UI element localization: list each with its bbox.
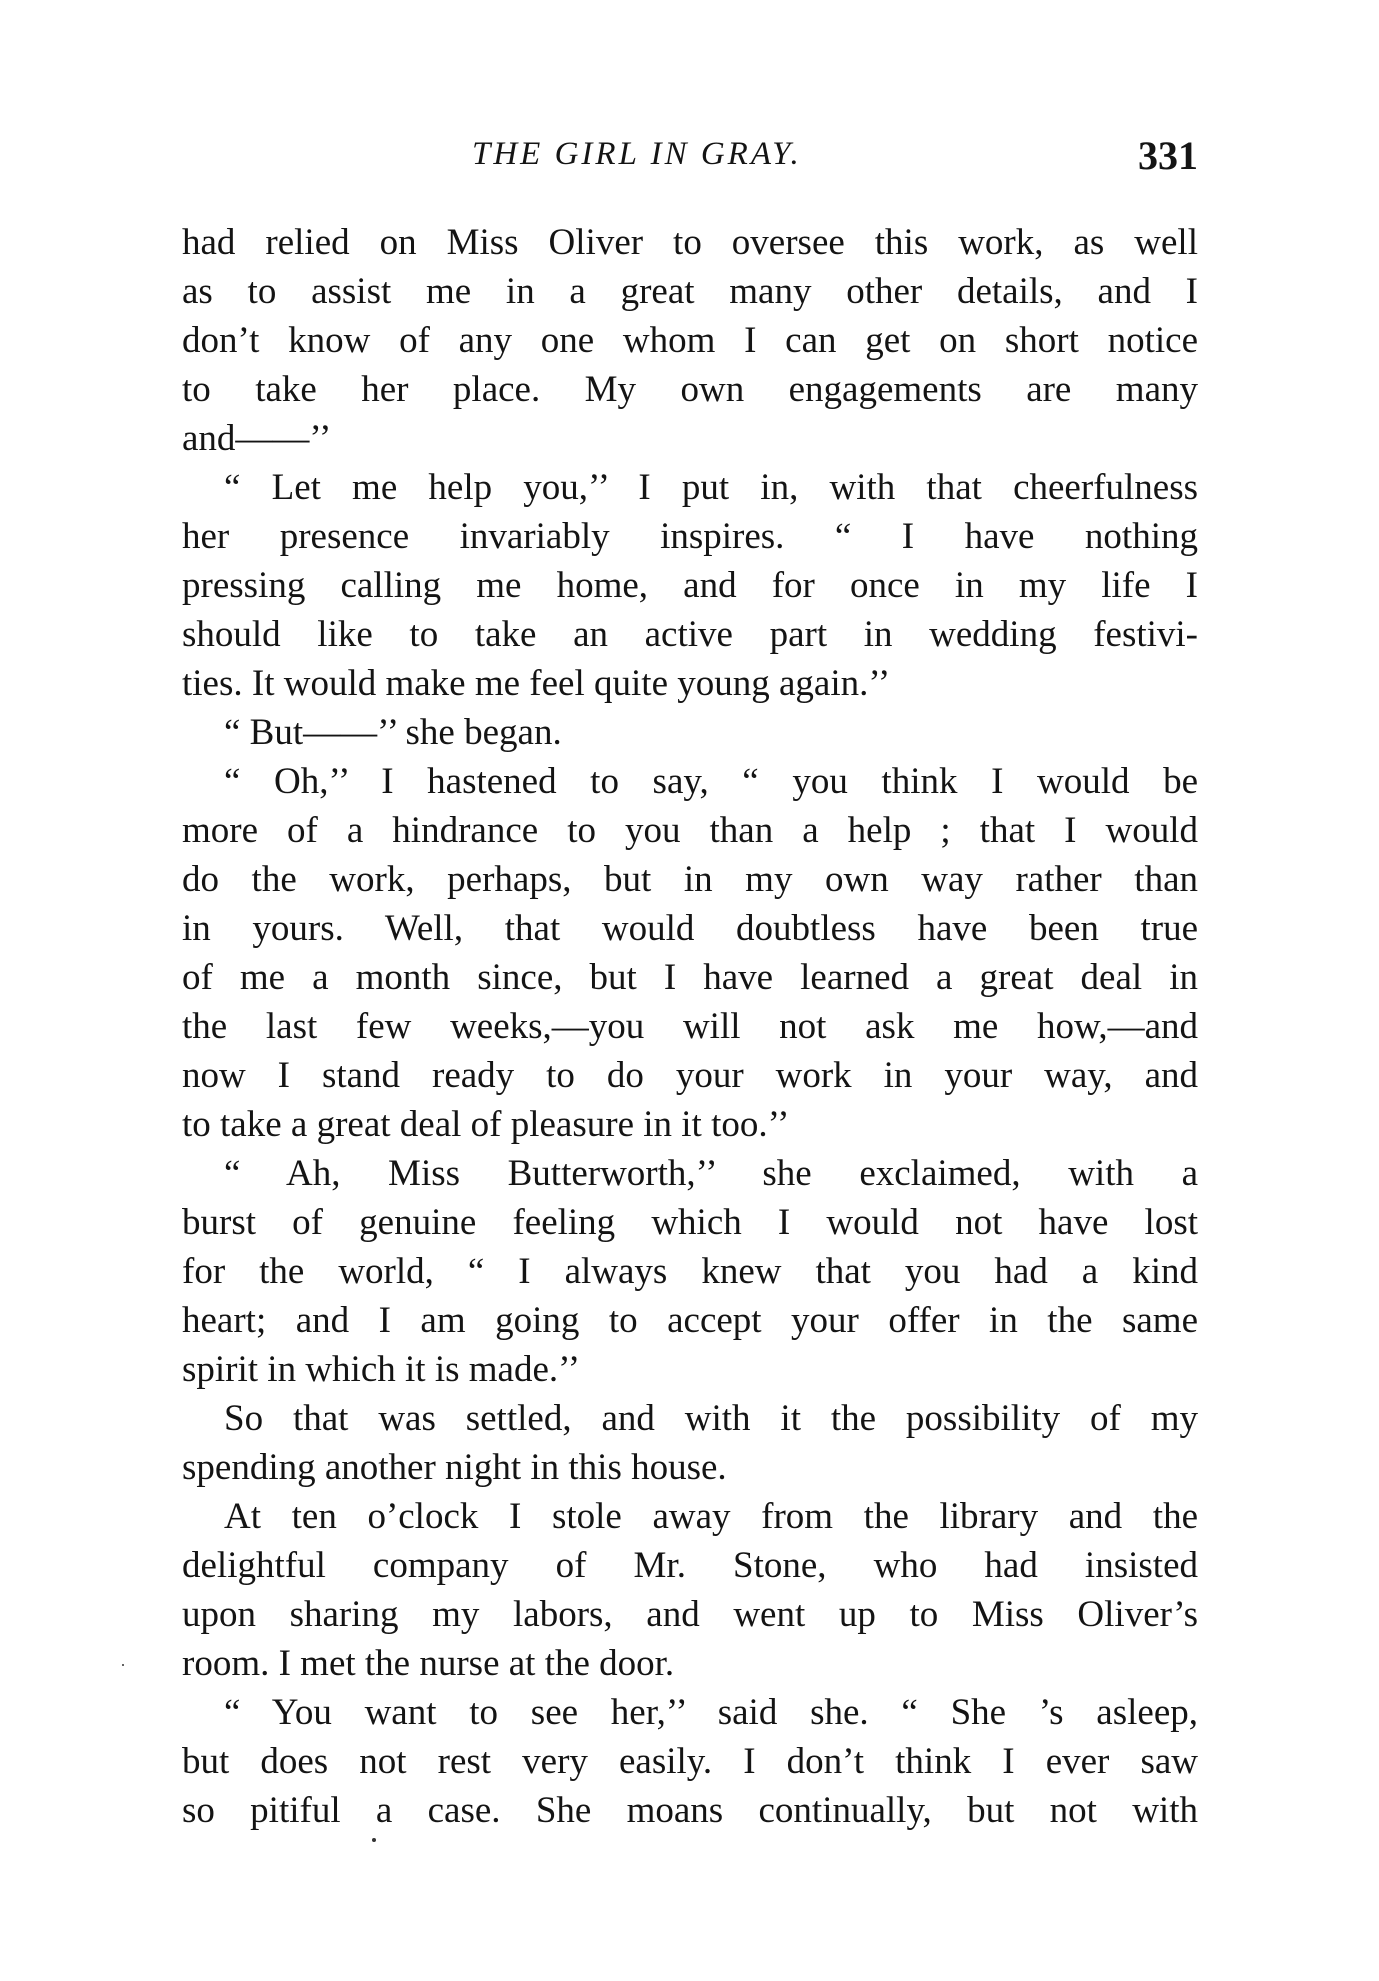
text-line: spending another night in this house. [182,1447,727,1488]
page-number: 331 [1138,133,1198,178]
text-line: pressing calling me home, and for once in my life I [182,565,1198,606]
text-line: “ Ah, Miss Butterworth,’’ she exclaimed, with a [224,1153,1198,1194]
text-line: room. I met the nurse at the door. [182,1643,675,1684]
text-line: At ten o’clock I stole away from the library and the [224,1496,1198,1537]
text-line: So that was settled, and with it the possibility of my [224,1398,1198,1439]
text-line: to take a great deal of pleasure in it too.’’ [182,1104,790,1145]
text-line: spirit in which it is made.’’ [182,1349,581,1390]
text-line: upon sharing my labors, and went up to Miss Oliver’s [182,1594,1198,1635]
text-line: to take her place. My own engagements are many [182,369,1198,410]
text-line: of me a month since, but I have learned a great deal in [182,957,1198,998]
text-line: had relied on Miss Oliver to oversee this work, as well [182,222,1198,263]
text-line: do the work, perhaps, but in my own way rather than [182,859,1198,900]
text-line: in yours. Well, that would doubtless have been true [182,908,1198,949]
text-line: the last few weeks,—you will not ask me how,—and [182,1006,1198,1047]
text-line: heart; and I am going to accept your offer in the same [182,1300,1198,1341]
text-line: as to assist me in a great many other details, and I [182,271,1198,312]
text-line: her presence invariably inspires. “ I have nothing [182,516,1198,557]
text-line: delightful company of Mr. Stone, who had insisted [182,1545,1198,1586]
text-line: “ But——’’ she began. [224,712,562,753]
text-line: ties. It would make me feel quite young again.’’ [182,663,891,704]
running-title: THE GIRL IN GRAY. [472,136,802,172]
text-line: “ You want to see her,’’ said she. “ She ’s asleep, [224,1692,1198,1733]
text-line: and——’’ [182,418,332,459]
print-speck [122,1664,124,1666]
text-line: don’t know of any one whom I can get on short notice [182,320,1198,361]
text-line: burst of genuine feeling which I would not have lost [182,1202,1198,1243]
text-line: so pitiful a case. She moans continually, but not with [182,1790,1198,1831]
running-head [182,128,1198,184]
text-line: should like to take an active part in wedding festivi- [182,614,1198,655]
text-line: but does not rest very easily. I don’t think I ever saw [182,1741,1198,1782]
text-line: for the world, “ I always knew that you had a kind [182,1251,1198,1292]
text-line: “ Oh,’’ I hastened to say, “ you think I would be [224,761,1198,802]
text-line: “ Let me help you,’’ I put in, with that cheerfulness [224,467,1198,508]
text-line: now I stand ready to do your work in your way, and [182,1055,1198,1096]
print-speck [372,1838,376,1842]
body-text [182,218,1198,1835]
text-line: more of a hindrance to you than a help ; that I would [182,810,1198,851]
